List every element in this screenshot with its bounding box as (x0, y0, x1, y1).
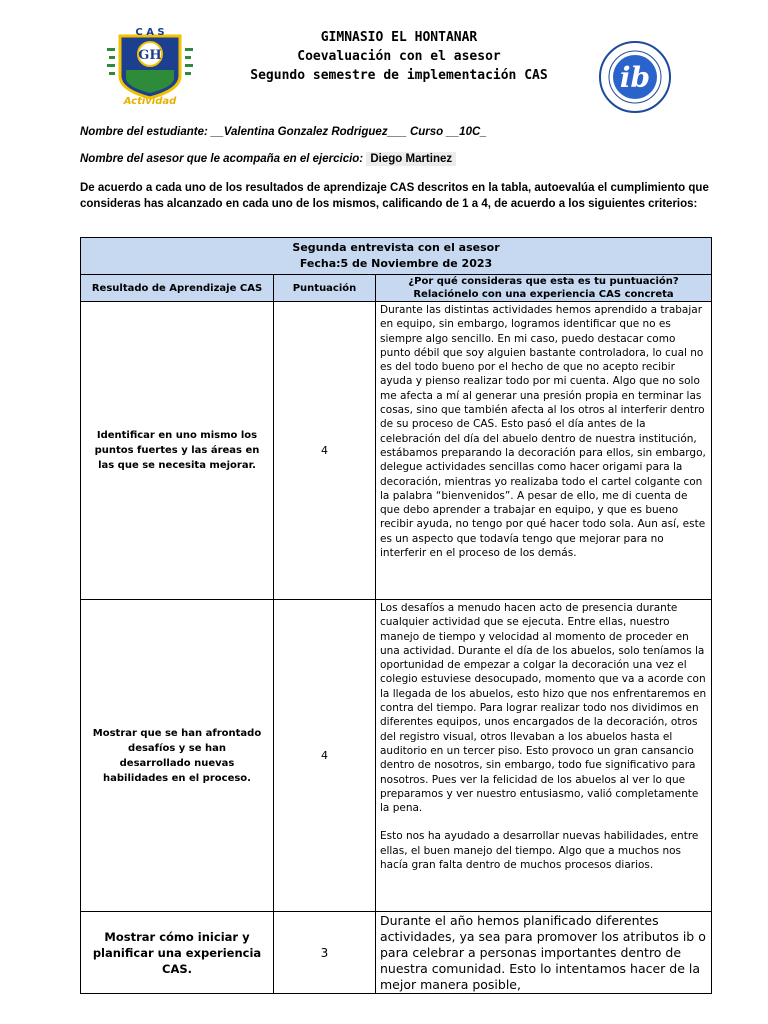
advisor-label: Nombre del asesor que le acompaña en el ejercicio: (80, 153, 367, 165)
column-header-puntuacion: Puntuación (274, 275, 376, 302)
table-title-cell (81, 238, 712, 275)
razon-paragraph: Los desafíos a menudo hacen acto de presencia durante cualquier actividad que se ejecuta. Entre ellas, nuestro manejo de tiempo y velocidad al momento de proceder en una actividad. Durante el día de los abuelos, solo teníamos la oportunidad de empezar a colgar la decoración una vez el colegio estuviese desocupado, momento que va a acorde con la llegada de los abuelos, esto hizo que nos enfrentaremos en contra del tiempo. Para lograr realizar todo nos dividimos en diferentes equipos, unos encargados de la decoración, otros del registro visual, otros llevaban a los abuelos hasta el auditorio en un tercer piso. Esto provoco un gran cansancio dentro de nosotros, sin embargo, todo fue significativo para nosotros. Pues ver la felicidad de los abuelos al ver lo que preparamos y ver nuestro entusiasmo, valió completamente la pena. (380, 602, 707, 815)
resultado-cell: Mostrar que se han afrontado desafíos y se han desarrollado nuevas habilidades en el proceso. (81, 600, 274, 912)
puntuacion-cell: 4 (274, 600, 376, 912)
table-row (81, 302, 712, 600)
razon-paragraph: Durante el año hemos planificado diferentes actividades, ya sea para promover los atributos ib o para celebrar a personas importantes dentro de nuestra comunidad. Esto lo intentamos hacer de la mejor manera posible, (380, 913, 706, 992)
razon-cell (376, 600, 712, 912)
cas-logo-bottom-text: Actividad (123, 96, 177, 106)
school-name: GIMNASIO EL HONTANAR (320, 30, 478, 45)
column-header-resultado: Resultado de Aprendizaje CAS (81, 275, 274, 302)
instructions: De acuerdo a cada uno de los resultados de aprendizaje CAS descritos en la tabla, autoevalúa el cumplimiento que consideras has alcanzado en cada uno de los mismos, calificando de 1 a 4, de acuerdo a los siguientes criterios: (80, 182, 709, 210)
table-title-row (81, 238, 712, 275)
puntuacion-cell: 3 (274, 912, 376, 994)
cas-logo-top-text: C A S (135, 27, 165, 38)
document-header (190, 28, 608, 85)
column-header-razon: ¿Por qué consideras que esta es tu puntuación? Relaciónelo con una experiencia CAS concreta (376, 275, 712, 302)
cas-logo (104, 26, 196, 106)
table-date: Fecha:5 de Noviembre de 2023 (299, 257, 493, 270)
resultado-cell: Mostrar cómo iniciar y planificar una experiencia CAS. (81, 912, 274, 994)
razon-paragraph: Durante las distintas actividades hemos aprendido a trabajar en equipo, sin embargo, logramos identificar que no es siempre algo sencillo. En mi caso, puedo destacar como punto débil que soy alguien bastante controladora, lo cual no es del todo bueno por el hecho de que no acepto recibir ayuda y pienso realizar todo por mi cuenta. Algo que no solo me afecta a mí al generar una presión propia en terminar las cosas, sino que también afecta al los otros al interferir dentro de su proceso de CAS. Esto pasó el día antes de la celebración del día del abuelo dentro de nuestra institución, estábamos preparando la decoración para ellos, sin embargo, delegue actividades sencillas como hacer origami para la decoración, mientras yo realizaba todo el cartel colgante con la palabra “bienvenidos”. A pesar de ello, me di cuenta de que debo aprender a trabajar en equipo, y que es bueno recibir ayuda, no tengo por qué hacer todo sola. Aun así, este es un aspecto que todavía tengo que mejorar para no interferir en el proceso de los demás. (380, 304, 706, 560)
evaluation-table (80, 237, 712, 994)
table-header-row (81, 275, 712, 302)
student-label: Nombre del estudiante: __Valentina Gonzalez Rodriguez___ Curso __10C_ (80, 126, 487, 138)
document-subtitle: Coevaluación con el asesor (297, 49, 501, 64)
table-title: Segunda entrevista con el asesor (292, 241, 500, 254)
razon-cell (376, 302, 712, 600)
advisor-line (80, 153, 456, 165)
razon-cell (376, 912, 712, 994)
advisor-name: Diego Martinez (366, 152, 456, 166)
semester-title: Segundo semestre de implementación CAS (250, 68, 548, 83)
table-row (81, 912, 712, 994)
table-row (81, 600, 712, 912)
puntuacion-cell: 4 (274, 302, 376, 600)
student-line (80, 126, 487, 138)
resultado-cell: Identificar en uno mismo los puntos fuertes y las áreas en las que se necesita mejorar. (81, 302, 274, 600)
razon-paragraph: Esto nos ha ayudado a desarrollar nuevas habilidades, entre ellas, el buen manejo del tiempo. Algo que a muchos nos hacía gran falta dentro de muchos procesos diarios. (380, 830, 699, 872)
ib-logo-text: ib (619, 61, 651, 94)
cas-logo-mark: GH (138, 48, 162, 63)
ib-logo (598, 40, 672, 114)
